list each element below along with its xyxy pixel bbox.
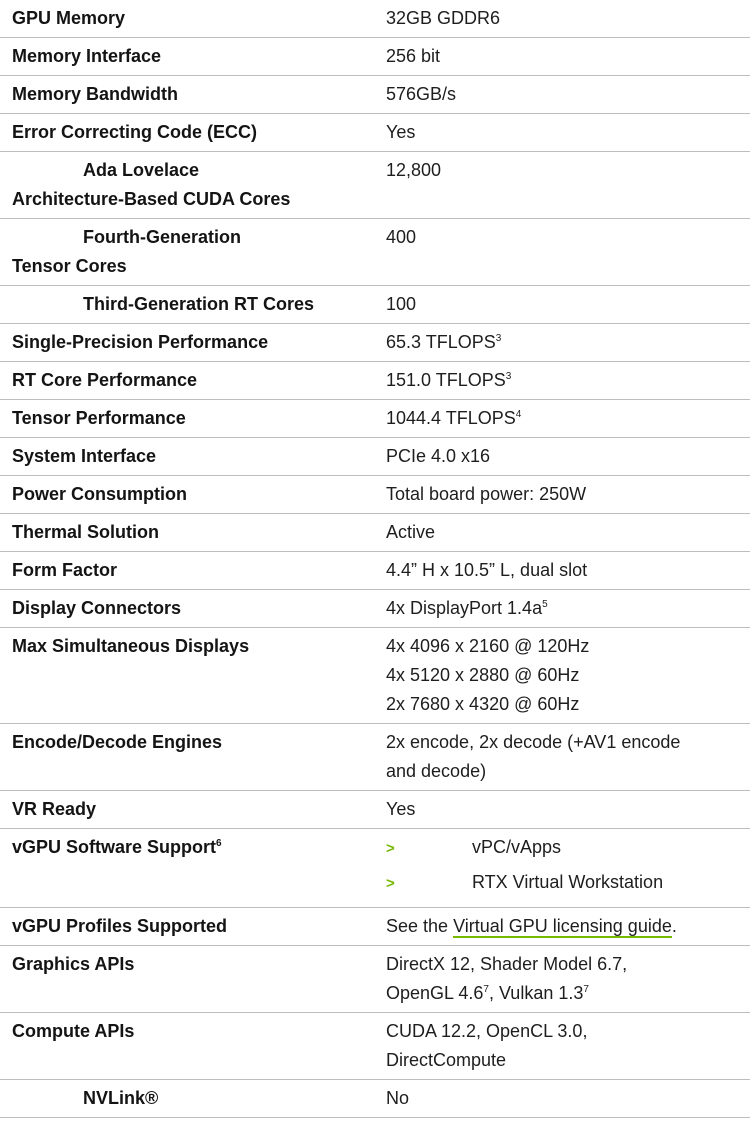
table-row: [0, 38, 750, 76]
licensing-guide-link[interactable]: Virtual GPU licensing guide: [453, 916, 672, 936]
spec-label-line: Fourth-Generation: [83, 227, 241, 247]
spec-value-text: OpenGL 4.6: [386, 983, 484, 1003]
list-item: [386, 868, 750, 903]
spec-label: System Interface: [0, 438, 373, 476]
table-row: [0, 438, 750, 476]
spec-value-line: 4x 4096 x 2160 @ 120Hz: [386, 636, 590, 656]
footnote-marker: 5: [542, 599, 548, 610]
table-row: [0, 946, 750, 1013]
spec-value-line: and decode): [386, 761, 487, 781]
spec-value: [373, 908, 750, 946]
spec-value-line: 2x 7680 x 4320 @ 60Hz: [386, 694, 580, 714]
spec-label: Tensor Performance: [0, 400, 373, 438]
spec-value: [373, 324, 750, 362]
spec-value-text: 4x DisplayPort 1.4a: [386, 598, 543, 618]
table-row: [0, 514, 750, 552]
spec-label: Display Connectors: [0, 590, 373, 628]
spec-label: Max Simultaneous Displays: [0, 628, 373, 724]
spec-value: 400: [373, 219, 750, 286]
spec-value-text: 151.0 TFLOPS: [386, 370, 506, 390]
spec-value: Yes: [373, 791, 750, 829]
footnote-marker: 7: [483, 984, 489, 995]
table-row: [0, 400, 750, 438]
table-row: [0, 152, 750, 219]
spec-value-text: , Vulkan 1.3: [488, 983, 584, 1003]
spec-value: 100: [373, 286, 750, 324]
spec-label-line: Architecture-Based CUDA Cores: [12, 189, 291, 209]
table-row: [0, 590, 750, 628]
footnote-marker: 3: [505, 371, 512, 382]
spec-label: VR Ready: [0, 791, 373, 829]
table-row: [0, 1080, 750, 1118]
table-row: [0, 324, 750, 362]
spec-label-text: NVLink®: [83, 1088, 159, 1108]
spec-value: 32GB GDDR6: [373, 0, 750, 38]
spec-label: Compute APIs: [0, 1013, 373, 1080]
table-row: [0, 552, 750, 590]
spec-value-text: 1044.4 TFLOPS: [386, 408, 516, 428]
spec-value: 256 bit: [373, 38, 750, 76]
spec-value: Active: [373, 514, 750, 552]
table-row: [0, 829, 750, 908]
spec-value-line: 4x 5120 x 2880 @ 60Hz: [386, 665, 580, 685]
footnote-marker: 7: [583, 984, 589, 995]
spec-value: [373, 1013, 750, 1080]
spec-label: Power Consumption: [0, 476, 373, 514]
spec-value-line: [386, 979, 750, 1008]
spec-label: Memory Interface: [0, 38, 373, 76]
table-row: [0, 114, 750, 152]
list-item-text: vPC/vApps: [472, 837, 562, 857]
spec-value: [373, 946, 750, 1013]
table-row: [0, 286, 750, 324]
spec-label-line: Tensor Cores: [12, 256, 127, 276]
spec-label: Single-Precision Performance: [0, 324, 373, 362]
spec-label: [0, 219, 373, 286]
table-row: [0, 0, 750, 38]
spec-label: Thermal Solution: [0, 514, 373, 552]
spec-value: [373, 590, 750, 628]
spec-label: [0, 1080, 373, 1118]
spec-label: Error Correcting Code (ECC): [0, 114, 373, 152]
table-row: [0, 476, 750, 514]
list-item: [386, 833, 750, 868]
table-row: [0, 362, 750, 400]
spec-value-line: DirectCompute: [386, 1050, 507, 1070]
spec-label: Graphics APIs: [0, 946, 373, 1013]
spec-value: Total board power: 250W: [373, 476, 750, 514]
spec-label-line: Ada Lovelace: [83, 160, 200, 180]
spec-value: [373, 628, 750, 724]
spec-value: [373, 829, 750, 908]
spec-label-text: vGPU Software Support: [12, 837, 217, 857]
table-row: [0, 724, 750, 791]
table-row: [0, 628, 750, 724]
spec-value-text: 65.3 TFLOPS: [386, 332, 496, 352]
spec-label: [0, 152, 373, 219]
spec-label-text: Third-Generation RT Cores: [83, 294, 315, 314]
spec-value-text: .: [671, 916, 677, 936]
spec-value: PCIe 4.0 x16: [373, 438, 750, 476]
spec-value-text: See the: [386, 916, 454, 936]
spec-label: vGPU Profiles Supported: [0, 908, 373, 946]
footnote-marker: 6: [216, 838, 222, 849]
spec-value: [373, 400, 750, 438]
spec-value: Yes: [373, 114, 750, 152]
spec-value: 12,800: [373, 152, 750, 219]
footnote-marker: 3: [495, 333, 502, 344]
spec-value: 4.4” H x 10.5” L, dual slot: [373, 552, 750, 590]
list-item-text: RTX Virtual Workstation: [472, 872, 664, 892]
spec-value: [373, 724, 750, 791]
spec-label: [0, 829, 373, 908]
spec-label: [0, 286, 373, 324]
table-row: [0, 76, 750, 114]
spec-label: GPU Memory: [0, 0, 373, 38]
chevron-right-icon: >: [386, 875, 395, 892]
spec-label: Memory Bandwidth: [0, 76, 373, 114]
table-row: [0, 791, 750, 829]
spec-label: Encode/Decode Engines: [0, 724, 373, 791]
spec-label: RT Core Performance: [0, 362, 373, 400]
spec-value: [373, 362, 750, 400]
spec-value-line: 2x encode, 2x decode (+AV1 encode: [386, 732, 681, 752]
spec-value: 576GB/s: [373, 76, 750, 114]
spec-value-line: DirectX 12, Shader Model 6.7,: [386, 954, 628, 974]
chevron-right-icon: >: [386, 840, 395, 857]
table-row: [0, 219, 750, 286]
spec-value-line: CUDA 12.2, OpenCL 3.0,: [386, 1021, 588, 1041]
footnote-marker: 4: [515, 409, 522, 420]
table-row: [0, 908, 750, 946]
spec-value: No: [373, 1080, 750, 1118]
spec-label: Form Factor: [0, 552, 373, 590]
table-row: [0, 1013, 750, 1080]
